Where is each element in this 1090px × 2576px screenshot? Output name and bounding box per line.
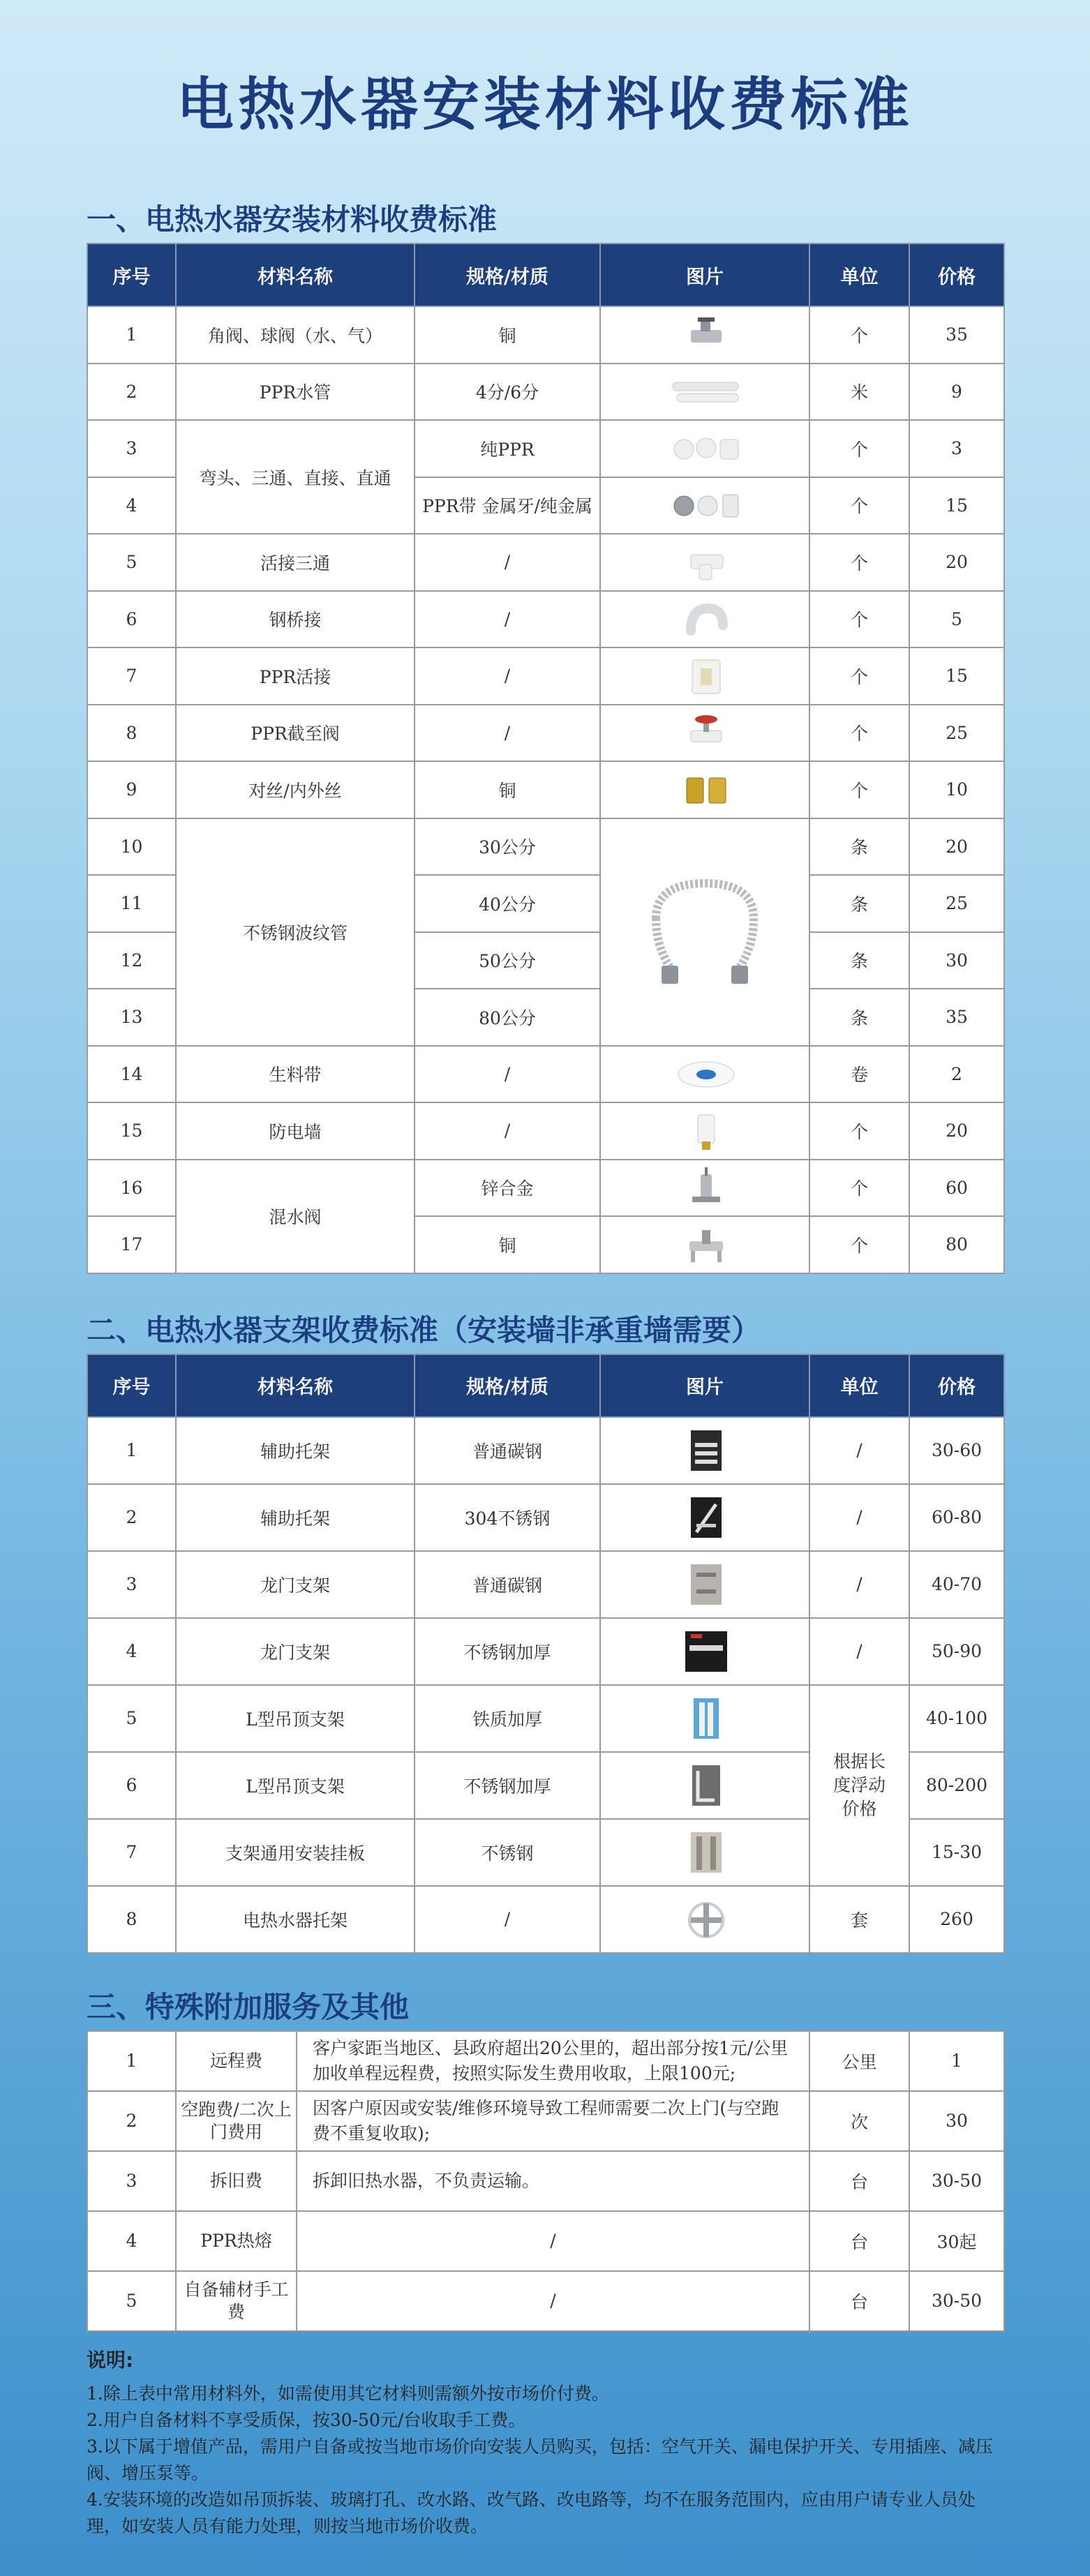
table-row bbox=[87, 1886, 1004, 1953]
unit: 次 bbox=[809, 2091, 909, 2151]
row-number: 8 bbox=[87, 705, 176, 762]
service-name: 自备辅材手工费 bbox=[176, 2271, 297, 2331]
service-name: 远程费 bbox=[176, 2031, 297, 2091]
column-header: 材料名称 bbox=[176, 1354, 415, 1417]
price: 9 bbox=[909, 364, 1004, 421]
unit: 个 bbox=[809, 591, 909, 648]
table-row bbox=[87, 420, 1004, 477]
unit: 根据长度浮动价格 bbox=[809, 1685, 909, 1886]
product-image bbox=[600, 1685, 809, 1752]
row-number: 5 bbox=[87, 534, 176, 591]
unit: 个 bbox=[809, 705, 909, 762]
material-spec: / bbox=[415, 1102, 600, 1160]
material-spec: / bbox=[415, 705, 600, 762]
material-spec: / bbox=[415, 1886, 600, 1953]
price: 80 bbox=[909, 1216, 1004, 1273]
product-image bbox=[600, 705, 809, 762]
note-item: 4.安装环境的改造如吊顶拆装、玻璃打孔、改水路、改气路、改电路等，均不在服务范围内，应由用户请专业人员处理，如安装人员有能力处理，则按当地市场价收费。 bbox=[87, 2489, 976, 2536]
product-image bbox=[600, 1417, 809, 1484]
material-name: 辅助托架 bbox=[176, 1484, 415, 1551]
table-row bbox=[87, 2091, 1004, 2151]
product-image bbox=[600, 1102, 809, 1160]
table-row bbox=[87, 1484, 1004, 1551]
price: 30起 bbox=[909, 2211, 1004, 2271]
section2-heading: 二、电热水器支架收费标准（安装墙非承重墙需要） bbox=[87, 1312, 761, 1347]
materials-table bbox=[87, 243, 1005, 1274]
price: 10 bbox=[909, 761, 1004, 818]
row-number: 10 bbox=[87, 818, 176, 876]
material-spec: / bbox=[415, 534, 600, 591]
unit: / bbox=[809, 1417, 909, 1484]
product-image bbox=[600, 1752, 809, 1819]
mount-plate-icon bbox=[663, 1831, 747, 1874]
material-spec: / bbox=[415, 647, 600, 705]
price: 30 bbox=[909, 932, 1004, 989]
unit: 条 bbox=[809, 989, 909, 1046]
unit: 个 bbox=[809, 477, 909, 534]
price: 260 bbox=[909, 1886, 1004, 1953]
material-spec: 不锈钢加厚 bbox=[415, 1752, 600, 1819]
material-name: L型吊顶支架 bbox=[176, 1685, 415, 1752]
material-name: 生料带 bbox=[176, 1046, 415, 1103]
table-row bbox=[87, 1685, 1004, 1752]
table-row bbox=[87, 1618, 1004, 1685]
column-header: 单位 bbox=[809, 1354, 909, 1417]
unit: 卷 bbox=[809, 1046, 909, 1103]
service-description: 拆卸旧热水器，不负责运输。 bbox=[297, 2151, 809, 2211]
material-spec: 铜 bbox=[415, 1216, 600, 1273]
table-row bbox=[87, 761, 1004, 818]
product-image bbox=[600, 647, 809, 705]
product-image bbox=[600, 591, 809, 648]
material-spec: 4分/6分 bbox=[415, 364, 600, 421]
note-item: 2.用户自备材料不享受质保，按30-50元/台收取手工费。 bbox=[87, 2409, 526, 2430]
table-row bbox=[87, 534, 1004, 591]
l-bracket-iron-icon bbox=[663, 1697, 747, 1740]
price: 80-200 bbox=[909, 1752, 1004, 1819]
table-row bbox=[87, 1417, 1004, 1484]
row-number: 9 bbox=[87, 761, 176, 818]
ppr-fittings-icon bbox=[663, 427, 747, 470]
row-number: 1 bbox=[87, 2031, 176, 2091]
metal-fittings-icon bbox=[663, 484, 747, 527]
material-name: L型吊顶支架 bbox=[176, 1752, 415, 1819]
unit: 个 bbox=[809, 534, 909, 591]
material-spec: 80公分 bbox=[415, 989, 600, 1046]
product-image bbox=[600, 364, 809, 421]
unit: 个 bbox=[809, 647, 909, 705]
material-name: 活接三通 bbox=[176, 534, 415, 591]
material-spec: PPR带 金属牙/纯金属 bbox=[415, 477, 600, 534]
brackets-table bbox=[87, 1354, 1005, 1954]
price: 20 bbox=[909, 1102, 1004, 1160]
unit: 个 bbox=[809, 1160, 909, 1217]
material-spec: 铜 bbox=[415, 306, 600, 364]
gantry-carbon-icon bbox=[663, 1563, 747, 1606]
row-number: 2 bbox=[87, 364, 176, 421]
material-spec: 30公分 bbox=[415, 818, 600, 876]
bracket-steel-icon bbox=[663, 1496, 747, 1539]
material-spec: 锌合金 bbox=[415, 1160, 600, 1217]
table-row bbox=[87, 1160, 1004, 1217]
material-spec: / bbox=[415, 1046, 600, 1103]
column-header: 材料名称 bbox=[176, 244, 415, 306]
row-number: 11 bbox=[87, 875, 176, 932]
material-name: 角阀、球阀（水、气） bbox=[176, 306, 415, 364]
column-header: 图片 bbox=[600, 244, 809, 306]
table-row bbox=[87, 2031, 1004, 2091]
material-name: 龙门支架 bbox=[176, 1618, 415, 1685]
row-number: 1 bbox=[87, 1417, 176, 1484]
material-spec: 40公分 bbox=[415, 875, 600, 932]
material-name: 混水阀 bbox=[176, 1160, 415, 1273]
material-spec: 纯PPR bbox=[415, 420, 600, 477]
service-description: / bbox=[297, 2271, 809, 2331]
price: 5 bbox=[909, 591, 1004, 648]
shock-guard-icon bbox=[663, 1109, 747, 1153]
material-name: 对丝/内外丝 bbox=[176, 761, 415, 818]
l-bracket-steel-icon bbox=[663, 1764, 747, 1807]
ppr-pipe-icon bbox=[663, 370, 747, 413]
table-row bbox=[87, 1102, 1004, 1160]
price: 25 bbox=[909, 875, 1004, 932]
row-number: 2 bbox=[87, 1484, 176, 1551]
material-name: 弯头、三通、直接、直通 bbox=[176, 420, 415, 534]
service-description: / bbox=[297, 2211, 809, 2271]
material-spec: 50公分 bbox=[415, 932, 600, 989]
row-number: 1 bbox=[87, 306, 176, 364]
unit: 台 bbox=[809, 2211, 909, 2271]
column-header: 序号 bbox=[87, 1354, 176, 1417]
brass-fittings-icon bbox=[663, 768, 747, 811]
table-row bbox=[87, 2211, 1004, 2271]
service-description: 因客户原因或安装/维修环境导致工程师需要二次上门(与空跑费不重复收取); bbox=[297, 2091, 809, 2151]
price: 40-70 bbox=[909, 1551, 1004, 1618]
material-name: PPR活接 bbox=[176, 647, 415, 705]
row-number: 7 bbox=[87, 1819, 176, 1886]
column-header: 单位 bbox=[809, 244, 909, 306]
ppr-union-icon bbox=[663, 654, 747, 698]
table-row bbox=[87, 647, 1004, 705]
material-spec: 304不锈钢 bbox=[415, 1484, 600, 1551]
column-header: 规格/材质 bbox=[415, 1354, 600, 1417]
material-spec: 普通碳钢 bbox=[415, 1551, 600, 1618]
unit: / bbox=[809, 1484, 909, 1551]
price: 30-60 bbox=[909, 1417, 1004, 1484]
unit: 公里 bbox=[809, 2031, 909, 2091]
column-header: 价格 bbox=[909, 1354, 1004, 1417]
product-image bbox=[600, 1886, 809, 1953]
material-spec: 普通碳钢 bbox=[415, 1417, 600, 1484]
price: 20 bbox=[909, 818, 1004, 876]
price: 30-50 bbox=[909, 2271, 1004, 2331]
column-header: 图片 bbox=[600, 1354, 809, 1417]
price: 35 bbox=[909, 989, 1004, 1046]
price: 35 bbox=[909, 306, 1004, 364]
table-row bbox=[87, 818, 1004, 876]
price: 25 bbox=[909, 705, 1004, 762]
material-spec: 不锈钢加厚 bbox=[415, 1618, 600, 1685]
price: 50-90 bbox=[909, 1618, 1004, 1685]
column-header: 序号 bbox=[87, 244, 176, 306]
table-row bbox=[87, 591, 1004, 648]
product-image bbox=[600, 306, 809, 364]
material-spec: 铜 bbox=[415, 761, 600, 818]
tee-union-icon bbox=[663, 541, 747, 584]
unit: 个 bbox=[809, 306, 909, 364]
material-name: 辅助托架 bbox=[176, 1417, 415, 1484]
row-number: 6 bbox=[87, 1752, 176, 1819]
corrugated-hose-icon bbox=[628, 862, 782, 1002]
unit: / bbox=[809, 1551, 909, 1618]
material-name: PPR截至阀 bbox=[176, 705, 415, 762]
unit: 条 bbox=[809, 932, 909, 989]
table-row bbox=[87, 1046, 1004, 1103]
price: 15-30 bbox=[909, 1819, 1004, 1886]
row-number: 3 bbox=[87, 420, 176, 477]
row-number: 15 bbox=[87, 1102, 176, 1160]
angle-valve-icon bbox=[663, 313, 747, 357]
price: 15 bbox=[909, 477, 1004, 534]
page-title: 电热水器安装材料收费标准 bbox=[176, 72, 913, 138]
product-image bbox=[600, 1160, 809, 1217]
price: 20 bbox=[909, 534, 1004, 591]
price: 60-80 bbox=[909, 1484, 1004, 1551]
price: 3 bbox=[909, 420, 1004, 477]
unit: 台 bbox=[809, 2151, 909, 2211]
service-description: 客户家距当地区、县政府超出20公里的，超出部分按1元/公里加收单程远程费，按照实际发生费用收取，上限100元; bbox=[297, 2031, 809, 2091]
section3-heading: 三、特殊附加服务及其他 bbox=[87, 1989, 410, 2024]
price: 1 bbox=[909, 2031, 1004, 2091]
table-row bbox=[87, 2151, 1004, 2211]
mixing-valve-copper-icon bbox=[663, 1223, 747, 1266]
unit: 条 bbox=[809, 875, 909, 932]
services-table bbox=[87, 2030, 1005, 2332]
material-name: 龙门支架 bbox=[176, 1551, 415, 1618]
row-number: 3 bbox=[87, 1551, 176, 1618]
row-number: 12 bbox=[87, 932, 176, 989]
table-row bbox=[87, 306, 1004, 364]
material-name: 不锈钢波纹管 bbox=[176, 818, 415, 1046]
section1-heading: 一、电热水器安装材料收费标准 bbox=[87, 202, 498, 237]
bracket-carbon-icon bbox=[663, 1429, 747, 1472]
product-image bbox=[600, 1216, 809, 1273]
price: 40-100 bbox=[909, 1685, 1004, 1752]
row-number: 5 bbox=[87, 1685, 176, 1752]
row-number: 17 bbox=[87, 1216, 176, 1273]
row-number: 13 bbox=[87, 989, 176, 1046]
row-number: 14 bbox=[87, 1046, 176, 1103]
unit: / bbox=[809, 1618, 909, 1685]
row-number: 5 bbox=[87, 2271, 176, 2331]
price: 30-50 bbox=[909, 2151, 1004, 2211]
product-image bbox=[600, 818, 809, 1046]
unit: 台 bbox=[809, 2271, 909, 2331]
material-name: 支架通用安装挂板 bbox=[176, 1819, 415, 1886]
notes-heading: 说明: bbox=[87, 2348, 134, 2372]
price: 15 bbox=[909, 647, 1004, 705]
unit: 个 bbox=[809, 1216, 909, 1273]
product-image bbox=[600, 1551, 809, 1618]
material-name: 防电墙 bbox=[176, 1102, 415, 1160]
material-name: 钢桥接 bbox=[176, 591, 415, 648]
material-spec: / bbox=[415, 591, 600, 648]
row-number: 4 bbox=[87, 1618, 176, 1685]
product-image bbox=[600, 534, 809, 591]
row-number: 2 bbox=[87, 2091, 176, 2151]
row-number: 8 bbox=[87, 1886, 176, 1953]
unit: 条 bbox=[809, 818, 909, 876]
product-image bbox=[600, 1819, 809, 1886]
unit: 个 bbox=[809, 420, 909, 477]
product-image bbox=[600, 761, 809, 818]
material-name: PPR水管 bbox=[176, 364, 415, 421]
column-header: 价格 bbox=[909, 244, 1004, 306]
price: 60 bbox=[909, 1160, 1004, 1217]
unit: 个 bbox=[809, 761, 909, 818]
price: 30 bbox=[909, 2091, 1004, 2151]
row-number: 6 bbox=[87, 591, 176, 648]
service-name: 空跑费/二次上门费用 bbox=[176, 2091, 297, 2151]
service-name: PPR热熔 bbox=[176, 2211, 297, 2271]
table-row bbox=[87, 705, 1004, 762]
row-number: 7 bbox=[87, 647, 176, 705]
stop-valve-icon bbox=[663, 711, 747, 754]
product-image bbox=[600, 1484, 809, 1551]
table-row bbox=[87, 1551, 1004, 1618]
product-image bbox=[600, 420, 809, 477]
product-image bbox=[600, 1046, 809, 1103]
product-image bbox=[600, 1618, 809, 1685]
row-number: 3 bbox=[87, 2151, 176, 2211]
bridge-bend-icon bbox=[663, 597, 747, 641]
unit: 个 bbox=[809, 1102, 909, 1160]
unit: 米 bbox=[809, 364, 909, 421]
material-spec: 不锈钢 bbox=[415, 1819, 600, 1886]
unit: 套 bbox=[809, 1886, 909, 1953]
row-number: 4 bbox=[87, 477, 176, 534]
price: 2 bbox=[909, 1046, 1004, 1103]
table-row bbox=[87, 364, 1004, 421]
note-item: 1.除上表中常用材料外，如需使用其它材料则需额外按市场价付费。 bbox=[87, 2383, 609, 2404]
ptfe-tape-icon bbox=[663, 1052, 747, 1095]
gantry-steel-icon bbox=[663, 1630, 747, 1673]
heater-bracket-icon bbox=[663, 1898, 747, 1941]
service-name: 拆旧费 bbox=[176, 2151, 297, 2211]
material-name: 电热水器托架 bbox=[176, 1886, 415, 1953]
product-image bbox=[600, 477, 809, 534]
table-row bbox=[87, 2271, 1004, 2331]
row-number: 16 bbox=[87, 1160, 176, 1217]
column-header: 规格/材质 bbox=[415, 244, 600, 306]
row-number: 4 bbox=[87, 2211, 176, 2271]
mixing-valve-icon bbox=[663, 1166, 747, 1209]
material-spec: 铁质加厚 bbox=[415, 1685, 600, 1752]
note-item: 3.以下属于增值产品，需用户自备或按当地市场价向安装人员购买，包括：空气开关、漏电保护开关、专用插座、减压阀、增压泵等。 bbox=[87, 2436, 993, 2483]
notes bbox=[87, 2347, 1003, 2540]
